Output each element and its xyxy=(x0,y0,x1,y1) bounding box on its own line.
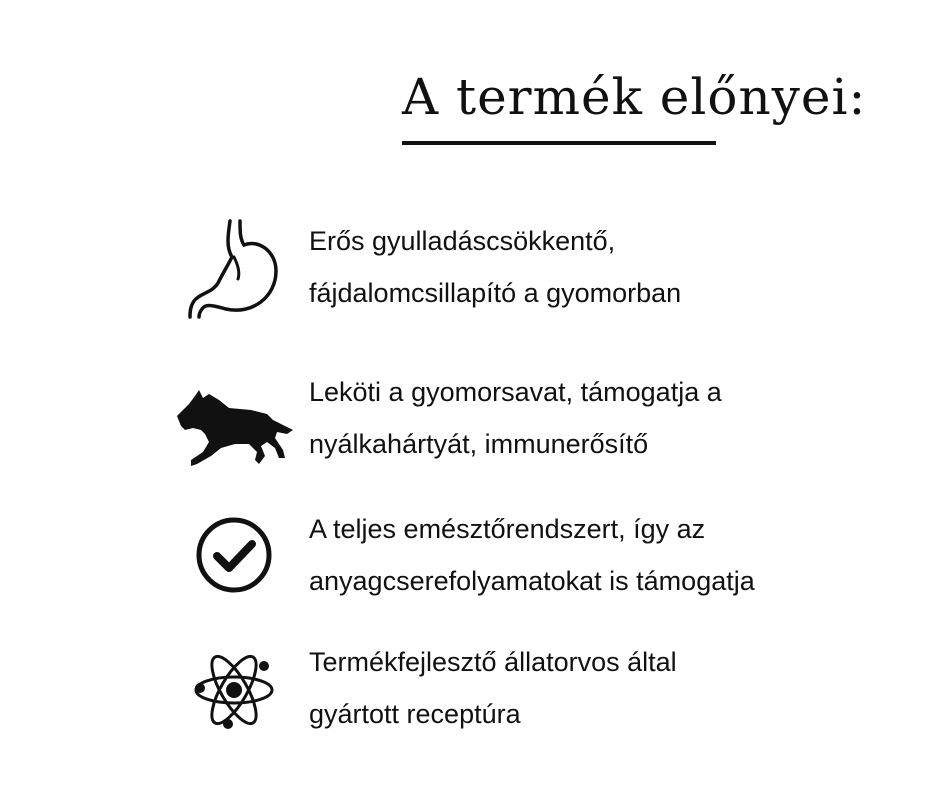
benefit-text-line: fájdalomcsillapító a gyomorban xyxy=(309,278,682,308)
benefit-text-2 xyxy=(309,366,722,470)
atom-icon xyxy=(192,650,276,730)
title-underline xyxy=(402,141,716,145)
horse-icon xyxy=(175,386,297,468)
benefit-text-line: Leköti a gyomorsavat, támogatja a xyxy=(309,377,722,407)
benefit-text-line: A teljes emésztőrendszert, így az xyxy=(309,514,706,544)
stomach-icon xyxy=(186,217,282,319)
benefit-text-line: Erős gyulladáscsökkentő, xyxy=(309,226,616,256)
benefit-text-line: anyagcserefolyamatokat is támogatja xyxy=(309,566,755,596)
page-title: A termék előnyei: xyxy=(402,68,867,126)
benefit-text-line: Termékfejlesztő állatorvos által xyxy=(309,647,677,677)
benefit-text-1 xyxy=(309,215,681,319)
check-circle-icon xyxy=(194,515,274,595)
benefit-text-line: gyártott receptúra xyxy=(309,699,521,729)
benefit-text-line: nyálkahártyát, immunerősítő xyxy=(309,429,649,459)
benefit-text-4 xyxy=(309,636,677,740)
benefit-text-3 xyxy=(309,503,755,607)
